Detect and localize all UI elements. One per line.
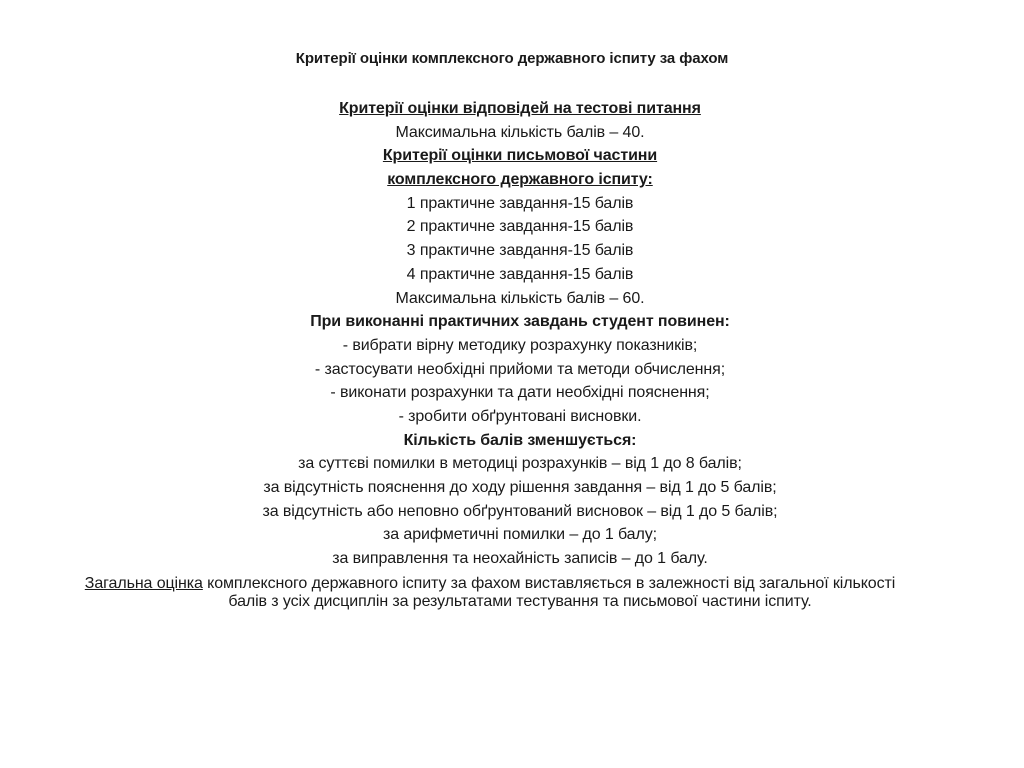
slide-body [84, 97, 940, 611]
requirement-item: - виконати розрахунки та дати необхідні пояснення; [330, 384, 710, 402]
test-max-score: Максимальна кількість балів – 40. [395, 123, 645, 141]
task-item: 2 практичне завдання-15 балів [406, 218, 634, 236]
written-max-score: Максимальна кількість балів – 60. [395, 289, 645, 307]
final-grade-label: Загальна оцінка [84, 574, 203, 592]
task-item: 3 практичне завдання-15 балів [406, 242, 634, 260]
deduction-item: за відсутність пояснення до ходу рішення завдання – від 1 до 5 балів; [263, 479, 777, 496]
written-criteria-heading-line2: комплексного державного іспиту: [387, 171, 653, 189]
final-grade-text: комплексного державного іспиту за фахом виставляється в залежності від загальної кількості балів з усіх дисциплін за результатами тестування та письмової частини іспиту. [202, 574, 896, 610]
deduction-item: за суттєві помилки в методиці розрахунків – від 1 до 8 балів; [298, 455, 742, 473]
test-criteria-heading: Критерії оцінки відповідей на тестові питання [339, 100, 701, 117]
deduction-item: за відсутність або неповно обґрунтований висновок – від 1 до 5 балів; [262, 502, 778, 520]
task-item: 1 практичне завдання-15 балів [406, 194, 634, 212]
deduction-item: за виправлення та неохайність записів – до 1 балу. [332, 550, 708, 568]
written-criteria-heading-line1: Критерії оцінки письмової частини [382, 147, 658, 165]
slide-title: Критерії оцінки комплексного державного іспиту за фахом [295, 50, 729, 67]
requirements-heading: При виконанні практичних завдань студент повинен: [310, 313, 730, 331]
deduction-item: за арифметичні помилки – до 1 балу; [383, 526, 657, 544]
requirement-item: - застосувати необхідні прийоми та методи обчислення; [314, 360, 726, 378]
deductions-heading: Кількість балів зменшується: [403, 431, 637, 449]
task-item: 4 практичне завдання-15 балів [406, 265, 634, 283]
final-grade-paragraph [84, 574, 910, 611]
requirement-item: - вибрати вірну методику розрахунку показників; [342, 336, 698, 354]
requirement-item: - зробити обґрунтовані висновки. [398, 407, 642, 425]
